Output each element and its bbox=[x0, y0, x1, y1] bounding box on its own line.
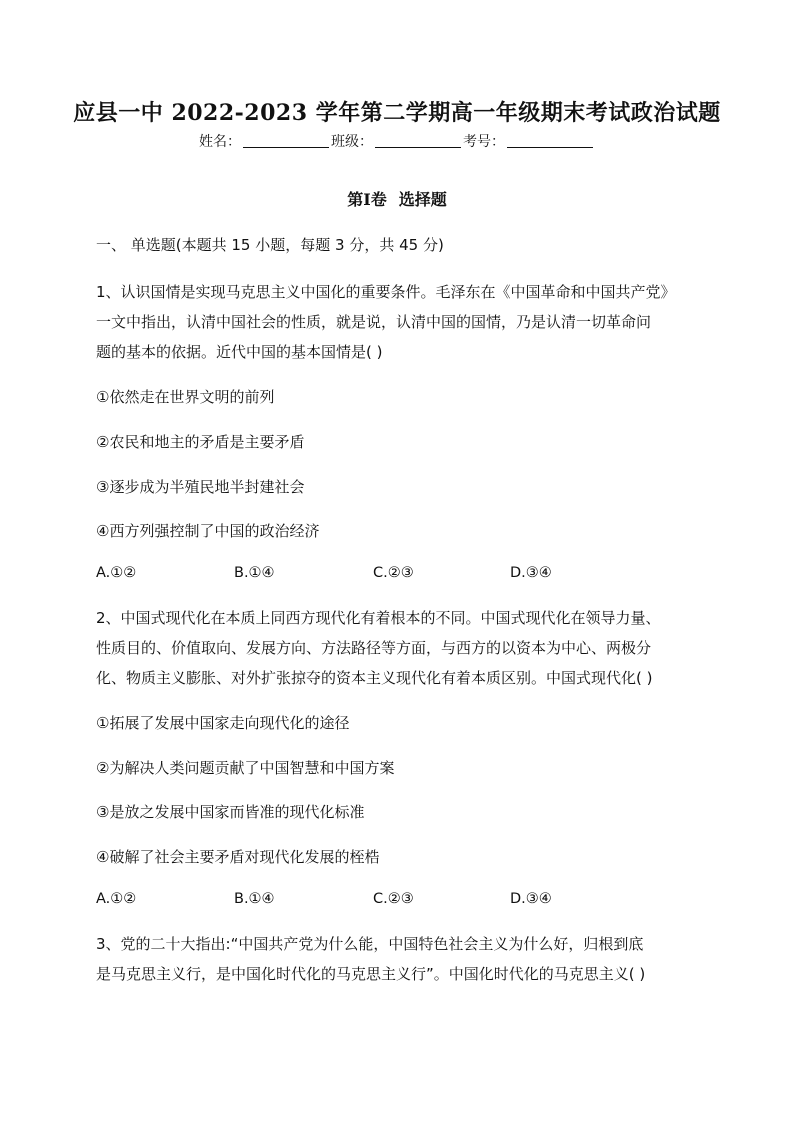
section-title bbox=[0, 187, 794, 210]
q2-choice-b[interactable]: B.①④ bbox=[234, 891, 275, 907]
q2-choice-c[interactable]: C.②③ bbox=[373, 891, 414, 907]
q1-option-2: ②农民和地主的矛盾是主要矛盾 bbox=[96, 433, 305, 451]
id-label: 考号： bbox=[463, 134, 505, 150]
q1-choice-c[interactable]: C.②③ bbox=[373, 565, 414, 581]
q1-option-1: ①依然走在世界文明的前列 bbox=[96, 388, 275, 406]
q2-stem-line-3: 化、物质主义膨胀、对外扩张掠夺的资本主义现代化有着本质区别。中国式现代化( ) bbox=[96, 669, 653, 687]
q1-stem-line-3: 题的基本的依据。近代中国的基本国情是( ) bbox=[96, 343, 383, 361]
q2-stem-line-1: 2、中国式现代化在本质上同西方现代化有着根本的不同。中国式现代化在领导力量、 bbox=[96, 609, 661, 627]
q2-choice-a[interactable]: A.①② bbox=[96, 891, 137, 907]
name-label: 姓名： bbox=[199, 134, 241, 150]
class-blank[interactable] bbox=[375, 133, 461, 148]
q1-choice-b[interactable]: B.①④ bbox=[234, 565, 275, 581]
q1-choice-d[interactable]: D.③④ bbox=[510, 565, 552, 581]
q3-stem-line-1: 3、党的二十大指出:“中国共产党为什么能，中国特色社会主义为什么好，归根到底 bbox=[96, 935, 644, 953]
q2-option-4: ④破解了社会主要矛盾对现代化发展的桎梏 bbox=[96, 848, 380, 866]
q2-option-3: ③是放之发展中国家而皆准的现代化标准 bbox=[96, 803, 365, 821]
class-label: 班级： bbox=[331, 134, 373, 150]
q1-stem-line-1: 1、认识国情是实现马克思主义中国化的重要条件。毛泽东在《中国革命和中国共产党》 bbox=[96, 283, 676, 301]
exam-title: 应县一中 2022-2023 学年第二学期高一年级期末考试政治试题 bbox=[73, 100, 721, 126]
q1-choice-a[interactable]: A.①② bbox=[96, 565, 137, 581]
q2-option-1: ①拓展了发展中国家走向现代化的途径 bbox=[96, 714, 350, 732]
id-blank[interactable] bbox=[507, 133, 593, 148]
section-name: 选择题 bbox=[398, 190, 447, 209]
q2-option-2: ②为解决人类问题贡献了中国智慧和中国方案 bbox=[96, 759, 395, 777]
q1-stem-line-2: 一文中指出，认清中国社会的性质，就是说，认清中国的国情，乃是认清一切革命问 bbox=[96, 313, 652, 331]
section-part: 第Ⅰ卷 bbox=[347, 190, 387, 209]
q1-option-3: ③逐步成为半殖民地半封建社会 bbox=[96, 478, 305, 496]
name-blank[interactable] bbox=[243, 133, 329, 148]
q1-option-4: ④西方列强控制了中国的政治经济 bbox=[96, 522, 320, 540]
q2-choice-d[interactable]: D.③④ bbox=[510, 891, 552, 907]
student-info-line bbox=[0, 131, 794, 151]
q2-stem-line-2: 性质目的、价值取向、发展方向、方法路径等方面，与西方的以资本为中心、两极分 bbox=[96, 639, 652, 657]
q3-stem-line-2: 是马克思主义行，是中国化时代化的马克思主义行”。中国化时代化的马克思主义( ) bbox=[96, 965, 646, 983]
instructions: 一、 单选题(本题共 15 小题，每题 3 分，共 45 分) bbox=[96, 236, 444, 254]
